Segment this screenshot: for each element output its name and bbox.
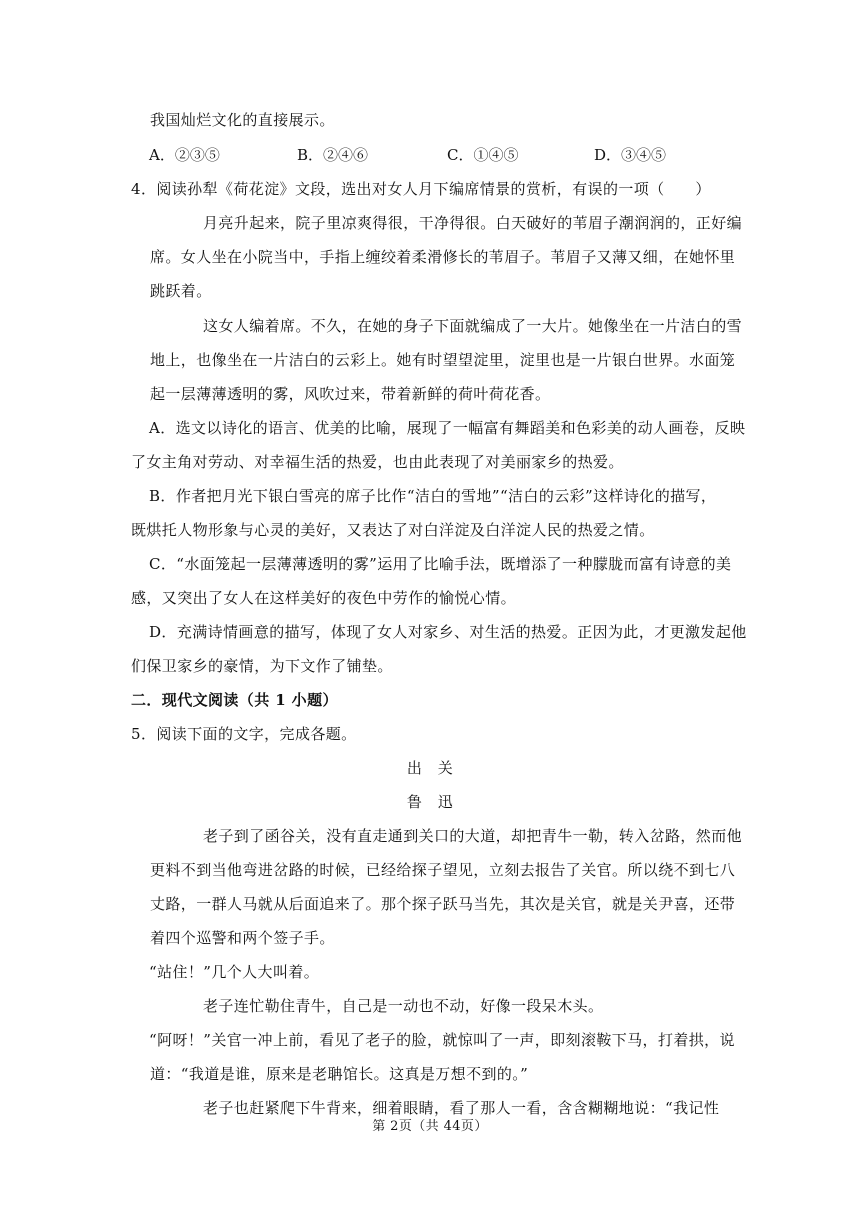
article-author: 鲁 迅 xyxy=(406,793,454,811)
q4-option-b: B．作者把月光下银白雪亮的席子比作“洁白的雪地”“洁白的云彩”这样诗化的描写， xyxy=(149,487,717,505)
article-line: 更料不到当他弯进岔路的时候，已经给探子望见，立刻去报告了关官。所以绕不到七八 xyxy=(150,861,736,879)
q4-option-a: A．选文以诗化的语言、优美的比喻，展现了一幅富有舞蹈美和色彩美的动人画卷，反映 xyxy=(149,419,746,437)
q4-option-d: D．充满诗情画意的描写，体现了女人对家乡、对生活的热爱。正因为此，才更激发起他 xyxy=(149,623,747,641)
article-line: “站住！”几个人大叫着。 xyxy=(149,963,320,981)
q4-option-a-cont: 了女主角对劳动、对幸福生活的热爱，也由此表现了对美丽家乡的热爱。 xyxy=(131,453,624,471)
article-line: 道：“我道是谁，原来是老聃馆长。这真是万想不到的。” xyxy=(150,1065,529,1083)
article-line: 着四个巡警和两个签子手。 xyxy=(150,929,335,947)
q3-option-a: A．②③⑤ xyxy=(149,146,220,164)
q4-option-b-cont: 既烘托人物形象与心灵的美好，又表达了对白洋淀及白洋淀人民的热爱之情。 xyxy=(131,521,655,539)
article-line: 老子连忙勒住青牛，自己是一动也不动，好像一段呆木头。 xyxy=(203,997,604,1015)
q3-option-c: C．①④⑤ xyxy=(447,146,519,164)
q4-option-c-cont: 感，又突出了女人在这样美好的夜色中劳作的愉悦心情。 xyxy=(131,589,517,607)
section-heading: 二．现代文阅读（共 1 小题） xyxy=(131,691,338,709)
article-title: 出 关 xyxy=(406,759,454,777)
q4-option-c: C．“水面笼起一层薄薄透明的雾”运用了比喻手法，既增添了一种朦胧而富有诗意的美 xyxy=(149,555,732,573)
q4-stem: 4．阅读孙犁《荷花淀》文段，选出对女人月下编席情景的赏析，有误的一项（ ） xyxy=(131,180,711,198)
article-line: “阿呀！”关官一冲上前，看见了老子的脸，就惊叫了一声，即刻滚鞍下马，打着拱，说 xyxy=(149,1031,735,1049)
q4-option-d-cont: 们保卫家乡的豪情，为下文作了铺垫。 xyxy=(131,657,393,675)
passage-line: 月亮升起来，院子里凉爽得很，干净得很。白天破好的苇眉子潮润润的，正好编 xyxy=(203,214,743,232)
passage-line: 起一层薄薄透明的雾，风吹过来，带着新鲜的荷叶荷花香。 xyxy=(150,385,551,403)
q3-option-d: D．③④⑤ xyxy=(594,146,667,164)
passage-line: 地上，也像坐在一片洁白的云彩上。她有时望望淀里，淀里也是一片银白世界。水面笼 xyxy=(150,351,736,369)
q5-stem: 5．阅读下面的文字，完成各题。 xyxy=(131,725,357,743)
article-line: 丈路，一群人马就从后面追来了。那个探子跃马当先，其次是关官，就是关尹喜，还带 xyxy=(150,895,736,913)
passage-line: 席。女人坐在小院当中，手指上缠绞着柔滑修长的苇眉子。苇眉子又薄又细，在她怀里 xyxy=(150,248,736,266)
article-line: 老子到了函谷关，没有直走通到关口的大道，却把青牛一勒，转入岔路，然而他 xyxy=(203,827,743,845)
passage-line: 这女人编着席。不久，在她的身子下面就编成了一大片。她像坐在一片洁白的雪 xyxy=(203,317,743,335)
page-footer: 第 2页（共 44页） xyxy=(372,1119,488,1134)
intro-tail-line: 我国灿烂文化的直接展示。 xyxy=(150,111,335,129)
passage-line: 跳跃着。 xyxy=(150,282,212,300)
article-line: 老子也赶紧爬下牛背来，细着眼睛，看了那人一看，含含糊糊地说：“我记性 xyxy=(203,1099,720,1117)
q3-option-b: B．②④⑥ xyxy=(297,146,369,164)
